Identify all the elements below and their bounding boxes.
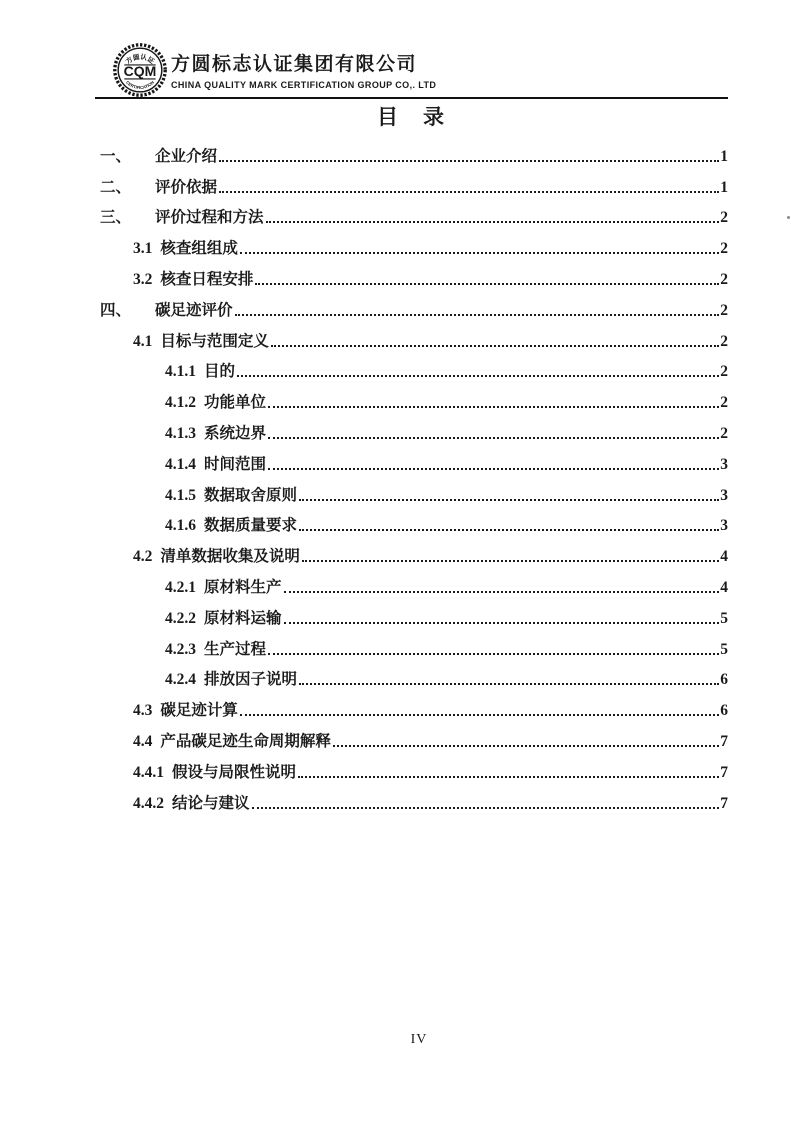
toc-entry-label: 碳足迹评价 [155,301,233,319]
toc-leader-dots [299,499,719,501]
toc-entry[interactable] [95,690,728,721]
toc-entry-page: 2 [720,394,728,412]
toc-entry[interactable] [95,475,728,506]
toc-entry[interactable] [95,290,728,321]
toc-entry-label: 清单数据收集及说明 [160,548,300,566]
toc-leader-dots [235,314,720,316]
toc-leader-dots [299,529,719,531]
toc-entry-page: 7 [720,732,728,750]
toc-entry-number: 3.2 [133,270,153,288]
toc-leader-dots [240,252,719,254]
toc-entry-label: 评价过程和方法 [155,209,264,227]
toc-entry-number: 4.4.1 [133,763,164,781]
toc-entry[interactable] [95,228,728,259]
toc-entry-number: 4.2 [133,548,153,566]
table-of-contents [95,136,728,814]
logo-top-arc-text: 方圆认证 [124,54,156,66]
toc-leader-dots [302,560,719,562]
toc-entry-number: 4.4 [133,732,153,750]
toc-entry-number: 4.2.1 [165,578,196,596]
toc-entry-label: 目的 [204,363,236,381]
toc-entry-label: 评价依据 [155,178,218,196]
toc-entry-page: 2 [720,424,728,442]
toc-entry-page: 6 [720,702,728,720]
scan-speck [787,216,790,219]
toc-entry-page: 1 [720,178,728,196]
toc-entry-number: 三、 [100,209,132,227]
toc-entry-page: 2 [720,363,728,381]
toc-entry-number: 4.4.2 [133,794,164,812]
toc-entry-label: 排放因子说明 [204,671,298,689]
toc-leader-dots [252,807,720,809]
toc-entry-page: 3 [720,486,728,504]
toc-entry-number: 4.3 [133,702,153,720]
toc-entry-page: 2 [720,301,728,319]
toc-entry[interactable] [95,444,728,475]
header-divider [95,97,728,99]
toc-entry-label: 目标与范围定义 [160,332,269,350]
toc-entry-number: 4.1.6 [165,517,196,535]
toc-entry-label: 数据取舍原则 [204,486,298,504]
toc-entry[interactable] [95,259,728,290]
toc-entry[interactable] [95,629,728,660]
cqm-seal-icon [112,42,168,98]
toc-entry-label: 原材料运输 [204,609,282,627]
toc-entry-label: 功能单位 [204,394,267,412]
toc-entry-page: 2 [720,270,728,288]
toc-entry-number: 4.1 [133,332,153,350]
toc-entry[interactable] [95,752,728,783]
toc-entry-number: 4.1.1 [165,363,196,381]
toc-entry[interactable] [95,783,728,814]
toc-leader-dots [298,776,719,778]
toc-leader-dots [284,622,720,624]
toc-leader-dots [255,283,719,285]
logo-bottom-arc-text: CERTIFICATION [125,79,155,91]
toc-leader-dots [268,468,719,470]
toc-entry-number: 4.1.4 [165,455,196,473]
toc-entry-number: 四、 [100,301,132,319]
toc-leader-dots [240,714,719,716]
toc-entry-number: 4.2.4 [165,671,196,689]
toc-entry-label: 产品碳足迹生命周期解释 [160,732,331,750]
toc-leader-dots [219,191,719,193]
toc-leader-dots [268,406,719,408]
toc-leader-dots [268,437,719,439]
toc-entry-page: 4 [720,578,728,596]
toc-entry-page: 7 [720,794,728,812]
toc-entry-page: 1 [720,147,728,165]
toc-entry-label: 结论与建议 [172,794,250,812]
toc-entry-label: 系统边界 [204,424,267,442]
toc-entry-label: 生产过程 [204,640,267,658]
toc-entry-page: 7 [720,763,728,781]
toc-entry[interactable] [95,721,728,752]
toc-entry[interactable] [95,413,728,444]
toc-leader-dots [266,221,720,223]
toc-entry[interactable] [95,660,728,691]
toc-leader-dots [268,653,719,655]
toc-entry-label: 碳足迹计算 [160,702,238,720]
toc-entry[interactable] [95,567,728,598]
toc-entry[interactable] [95,198,728,229]
toc-leader-dots [219,160,719,162]
toc-entry-label: 核查组组成 [160,240,238,258]
logo-abbr-text: CQM [123,63,157,80]
toc-entry-page: 5 [720,609,728,627]
toc-entry-number: 4.2.3 [165,640,196,658]
toc-leader-dots [237,375,719,377]
toc-entry-number: 一、 [100,147,132,165]
toc-entry[interactable] [95,352,728,383]
toc-entry[interactable] [95,321,728,352]
toc-entry-number: 二、 [100,178,132,196]
toc-entry-label: 时间范围 [204,455,267,473]
toc-entry-page: 5 [720,640,728,658]
toc-entry-page: 2 [720,209,728,227]
toc-entry[interactable] [95,598,728,629]
toc-entry-page: 4 [720,548,728,566]
toc-entry-page: 6 [720,671,728,689]
toc-entry-label: 数据质量要求 [204,517,298,535]
cqm-logo [112,42,168,98]
toc-leader-dots [299,683,719,685]
letterhead [171,49,436,90]
toc-leader-dots [284,591,720,593]
toc-leader-dots [271,345,719,347]
toc-entry-number: 4.2.2 [165,609,196,627]
company-name-en: CHINA QUALITY MARK CERTIFICATION GROUP CO,. LTD [171,80,437,90]
toc-leader-dots [333,745,719,747]
toc-entry-page: 3 [720,517,728,535]
toc-entry-page: 2 [720,240,728,258]
toc-entry-label: 原材料生产 [204,578,282,596]
toc-entry-number: 4.1.5 [165,486,196,504]
toc-entry[interactable] [95,536,728,567]
toc-entry[interactable] [95,382,728,413]
toc-entry-label: 假设与局限性说明 [172,763,297,781]
toc-entry[interactable] [95,167,728,198]
toc-entry-number: 4.1.3 [165,424,196,442]
company-name-cn: 方圆标志认证集团有限公司 [171,54,418,75]
toc-entry-number: 4.1.2 [165,394,196,412]
toc-entry-page: 3 [720,455,728,473]
toc-entry-label: 企业介绍 [155,147,218,165]
toc-entry-number: 3.1 [133,240,153,258]
toc-entry-page: 2 [720,332,728,350]
toc-entry[interactable] [95,136,728,167]
toc-title: 目 录 [377,105,446,129]
toc-entry-label: 核查日程安排 [160,270,254,288]
toc-entry[interactable] [95,506,728,537]
page-number: IV [410,1032,428,1047]
